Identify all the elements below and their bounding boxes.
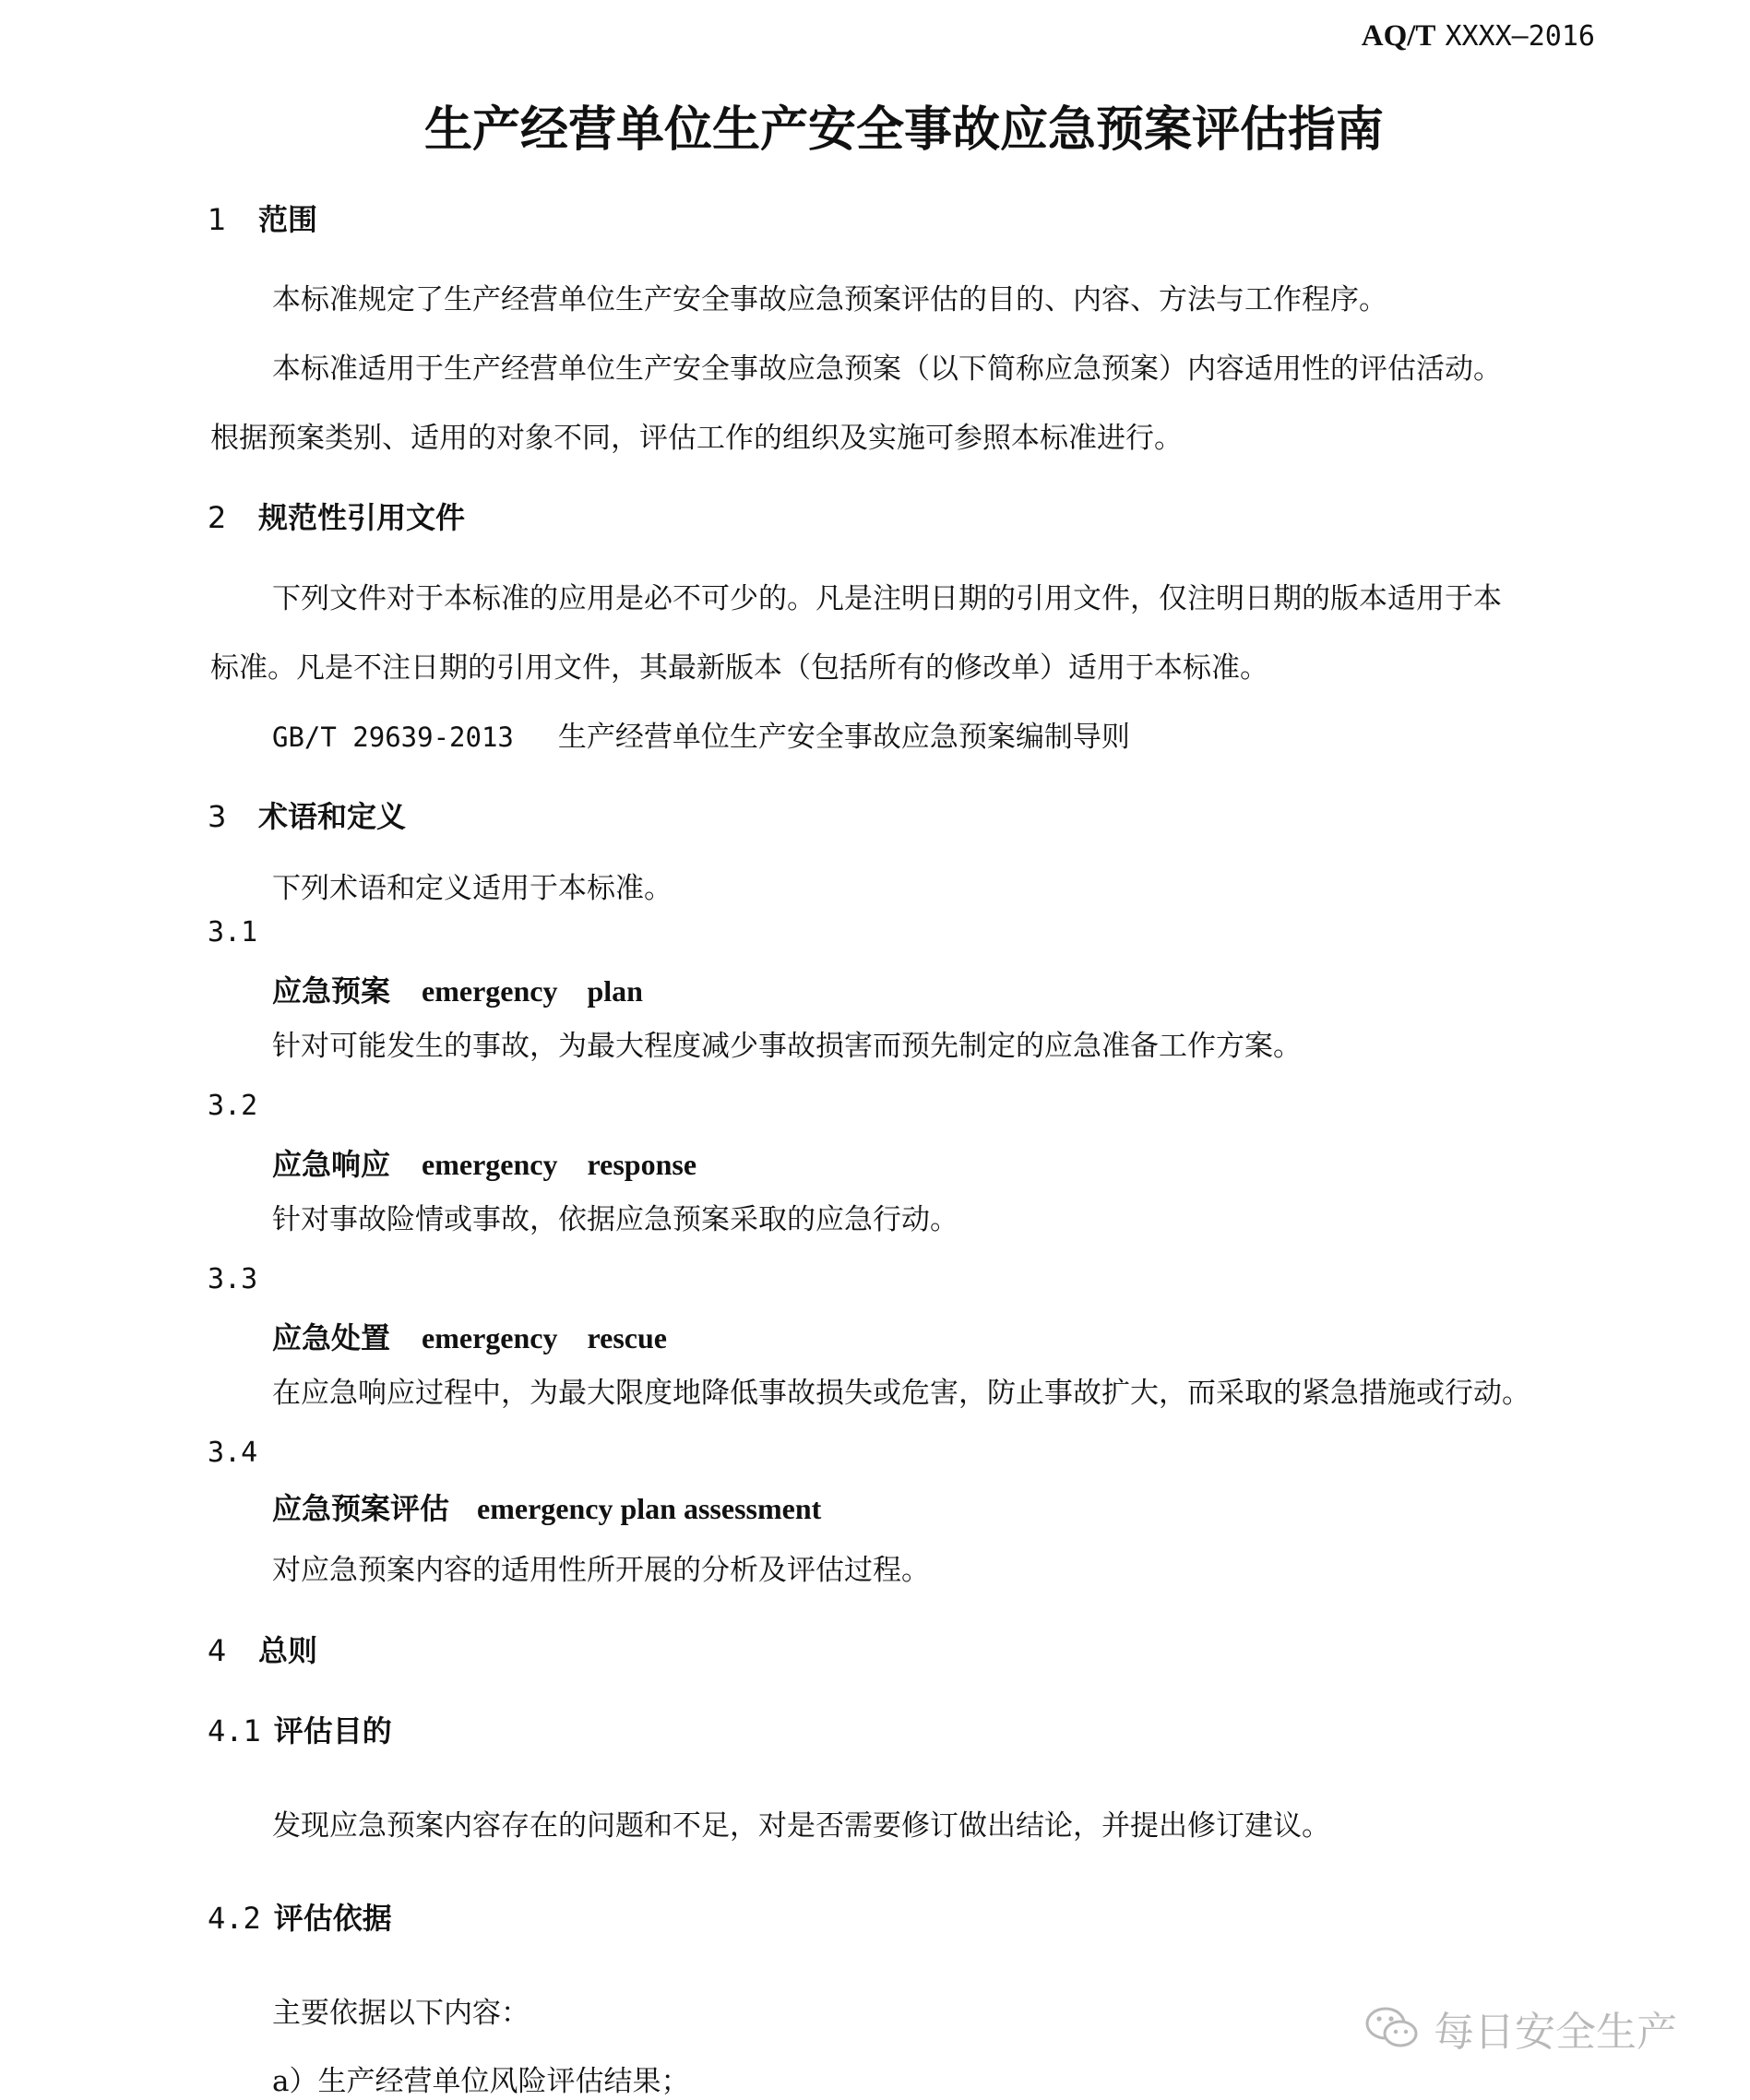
term-en: emergency plan assessment bbox=[477, 1492, 822, 1525]
term-name bbox=[272, 1315, 667, 1357]
term-definition: 针对可能发生的事故，为最大程度减少事故损害而预先制定的应急准备工作方案。 bbox=[272, 1030, 1302, 1063]
sec4-1-paragraph: 发现应急预案内容存在的问题和不足，对是否需要修订做出结论，并提出修订建议。 bbox=[272, 1809, 1330, 1843]
sec2-paragraph-line-1: 下列文件对于本标准的应用是必不可少的。凡是注明日期的引用文件，仅注明日期的版本适用于本 bbox=[272, 582, 1502, 615]
sec4-2-intro: 主要依据以下内容： bbox=[272, 1997, 530, 2030]
section-number: 1 bbox=[208, 202, 227, 237]
watermark bbox=[1363, 1999, 1677, 2058]
standard-number: XXXX—2016 bbox=[1445, 20, 1595, 53]
term-name bbox=[272, 968, 643, 1010]
term-name bbox=[272, 1486, 821, 1528]
list-item-a: a）生产经营单位风险评估结果； bbox=[272, 2065, 690, 2098]
term-definition: 在应急响应过程中，为最大限度地降低事故损失或危害，防止事故扩大，而采取的紧急措施或行动。 bbox=[272, 1377, 1530, 1410]
subsection-4-1-heading bbox=[208, 1708, 392, 1750]
term-zh: 应急预案 bbox=[272, 973, 391, 1008]
term-en: emergency plan bbox=[422, 974, 643, 1008]
term-number: 3.1 bbox=[208, 916, 258, 949]
term-zh: 应急响应 bbox=[272, 1147, 391, 1182]
section-title: 范围 bbox=[258, 202, 318, 237]
reference-title: 生产经营单位生产安全事故应急预案编制导则 bbox=[557, 721, 1130, 754]
sec2-paragraph-line-2: 标准。凡是不注日期的引用文件，其最新版本（包括所有的修改单）适用于本标准。 bbox=[210, 651, 1268, 685]
section-3-heading bbox=[208, 793, 406, 836]
section-number: 4 bbox=[208, 1633, 227, 1668]
standard-code bbox=[1362, 17, 1595, 54]
section-title: 规范性引用文件 bbox=[258, 500, 466, 535]
term-number: 3.2 bbox=[208, 1090, 258, 1122]
sec1-paragraph-1: 本标准规定了生产经营单位生产安全事故应急预案评估的目的、内容、方法与工作程序。 bbox=[272, 283, 1387, 316]
watermark-text: 每日安全生产 bbox=[1434, 2009, 1677, 2056]
section-4-heading bbox=[208, 1628, 317, 1670]
sec1-paragraph-2-line-2: 根据预案类别、适用的对象不同，评估工作的组织及实施可参照本标准进行。 bbox=[210, 422, 1183, 455]
subsection-number: 4.1 bbox=[208, 1713, 261, 1748]
term-en: emergency response bbox=[422, 1148, 697, 1181]
term-name bbox=[272, 1141, 696, 1184]
section-number: 2 bbox=[208, 500, 227, 535]
subsection-number: 4.2 bbox=[208, 1901, 261, 1936]
subsection-title: 评估目的 bbox=[273, 1713, 392, 1748]
normative-reference bbox=[272, 713, 1130, 755]
section-title: 术语和定义 bbox=[258, 799, 407, 834]
term-definition: 针对事故险情或事故，依据应急预案采取的应急行动。 bbox=[272, 1203, 958, 1236]
section-title: 总则 bbox=[258, 1633, 318, 1668]
term-number: 3.3 bbox=[208, 1263, 258, 1295]
term-en: emergency rescue bbox=[422, 1321, 667, 1354]
sec1-paragraph-2-line-1: 本标准适用于生产经营单位生产安全事故应急预案（以下简称应急预案）内容适用性的评估活动。 bbox=[272, 352, 1502, 386]
section-2-heading bbox=[208, 495, 465, 537]
reference-code: GB/T 29639-2013 bbox=[272, 722, 514, 753]
term-definition: 对应急预案内容的适用性所开展的分析及评估过程。 bbox=[272, 1554, 930, 1587]
wechat-icon bbox=[1363, 2004, 1421, 2052]
subsection-4-2-heading bbox=[208, 1895, 392, 1938]
section-number: 3 bbox=[208, 799, 227, 834]
term-zh: 应急预案评估 bbox=[272, 1491, 450, 1526]
standard-prefix: AQ/T bbox=[1361, 19, 1436, 53]
term-number: 3.4 bbox=[208, 1437, 258, 1469]
document-title: 生产经营单位生产安全事故应急预案评估指南 bbox=[423, 102, 1384, 158]
sec3-intro: 下列术语和定义适用于本标准。 bbox=[272, 872, 673, 905]
subsection-title: 评估依据 bbox=[273, 1901, 392, 1936]
section-1-heading bbox=[208, 197, 317, 239]
term-zh: 应急处置 bbox=[272, 1320, 391, 1355]
